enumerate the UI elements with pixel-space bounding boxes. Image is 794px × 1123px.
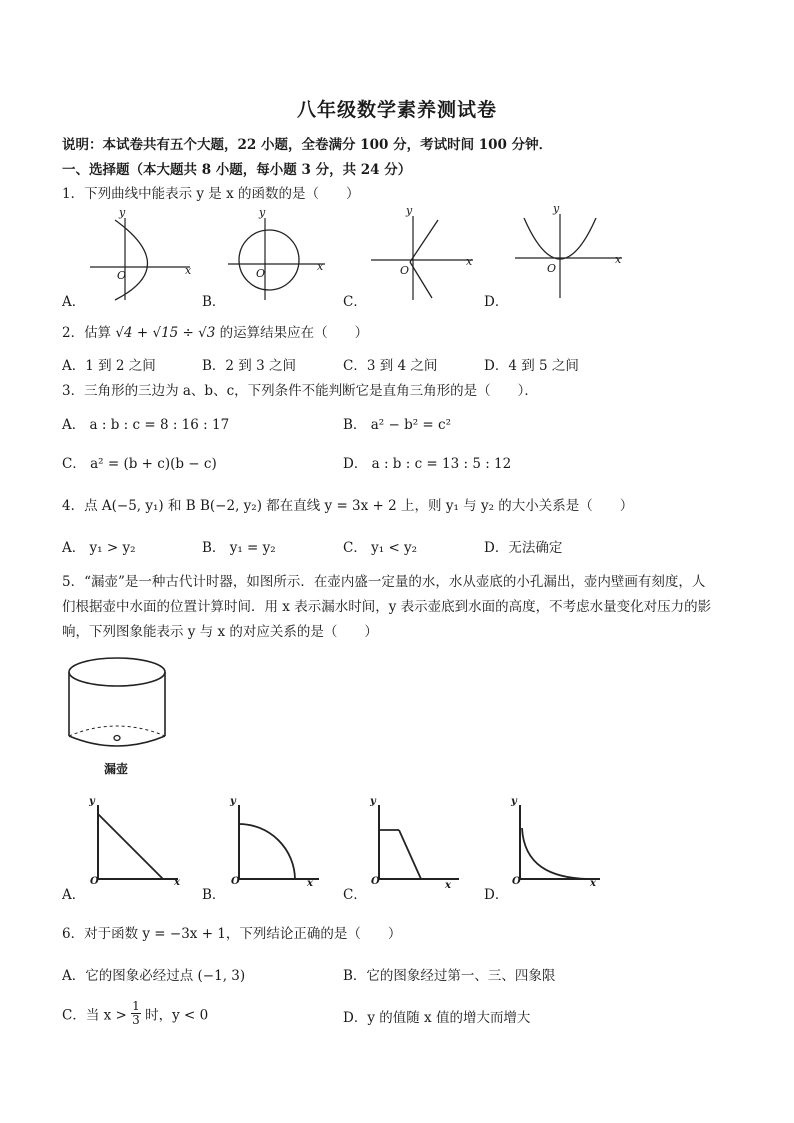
q4-option-d[interactable]: D．无法确定	[484, 540, 563, 556]
q5-graph-b: y x O	[230, 796, 313, 889]
q2-stem: 2．估算 √4 + √15 ÷ √3 的运算结果应在（ ）	[62, 325, 369, 341]
hole-icon	[114, 736, 120, 741]
q5-stem-line1: 5．“漏壶”是一种古代计时器，如图所示．在壶内盛一定量的水，水从壶底的小孔漏出，壶内壁画有刻度，人	[62, 574, 706, 590]
q5-stem-line3: 响，下列图象能表示 y 与 x 的对应关系的是（ ）	[62, 624, 378, 640]
q2-expression: √4 + √15 ÷ √3	[115, 325, 216, 341]
q5-graph-a: y x O	[89, 796, 180, 888]
q1-option-a[interactable]: A．	[62, 294, 86, 310]
q2-option-d[interactable]: D．4 到 5 之间	[484, 358, 579, 374]
q1-graph-d: y x O	[512, 210, 627, 302]
q6-stem: 6．对于函数 y = −3x + 1，下列结论正确的是（ ）	[62, 926, 402, 942]
q1-graph-a	[85, 206, 195, 304]
q3-option-c[interactable]: C． a² = (b + c)(b − c)	[62, 456, 217, 472]
q4-option-b[interactable]: B． y₁ = y₂	[202, 540, 276, 556]
q1-graph-b: y x O	[225, 212, 330, 304]
q5-graph-d: y x O	[511, 796, 596, 889]
q5-option-b[interactable]: B．	[202, 887, 226, 903]
q1-stem: 1．下列曲线中能表示 y 是 x 的函数的是（ ）	[62, 186, 360, 202]
q5-option-d[interactable]: D．	[484, 887, 509, 903]
q4-option-c[interactable]: C． y₁ < y₂	[343, 540, 418, 556]
q3-option-a[interactable]: A． a : b : c = 8 : 16 : 17	[62, 417, 230, 433]
origin-label: O	[117, 269, 127, 282]
q4-option-a[interactable]: A． y₁ > y₂	[62, 540, 136, 556]
q3-stem: 3．三角形的三边为 a、b、c，下列条件不能判断它是直角三角形的是（ ）．	[62, 383, 538, 399]
q1-option-d[interactable]: D．	[484, 294, 509, 310]
q6-option-c[interactable]: C．当 x > $\frac{1}{3}$ 时，y < 0	[62, 999, 209, 1027]
q6-option-b[interactable]: B．它的图象经过第一、三、四象限	[343, 968, 556, 984]
axis-x-label: x	[185, 264, 192, 277]
q3-option-b[interactable]: B． a² − b² = c²	[343, 417, 451, 433]
q5-stem-line2: 们根据壶中水面的位置计算时间．用 x 表示漏水时间，y 表示壶底到水面的高度，不考虑水量变化对压力的影	[62, 599, 712, 615]
fraction-one-third: $\frac{1}{3}$	[132, 999, 140, 1027]
q5-graph-c: y x O	[370, 796, 451, 891]
q1-graph-c: y x O	[368, 212, 478, 304]
instructions: 说明：本试卷共有五个大题，22 小题，全卷满分 100 分，考试时间 100 分钟．	[62, 137, 553, 153]
q6-option-a[interactable]: A．它的图象必经过点 (−1, 3)	[62, 968, 246, 984]
page-title: 八年级数学素养测试卷	[296, 99, 497, 121]
q5-option-c[interactable]: C．	[343, 887, 367, 903]
q2-option-c[interactable]: C．3 到 4 之间	[343, 358, 438, 374]
q2-option-a[interactable]: A．1 到 2 之间	[62, 358, 156, 374]
curve	[115, 220, 148, 300]
axis-y-label: y	[119, 206, 126, 219]
q2-option-b[interactable]: B．2 到 3 之间	[202, 358, 296, 374]
q1-option-c[interactable]: C．	[343, 294, 367, 310]
q3-option-d[interactable]: D． a : b : c = 13 : 5 : 12	[343, 456, 512, 472]
figure-caption: 漏壶	[104, 762, 129, 776]
section-1-header: 一、选择题（本大题共 8 小题，每小题 3 分，共 24 分）	[62, 162, 412, 178]
q1-option-b[interactable]: B．	[202, 294, 226, 310]
q5-option-a[interactable]: A．	[62, 887, 86, 903]
q6-option-d[interactable]: D．y 的值随 x 值的增大而增大	[343, 1010, 531, 1026]
q4-stem: 4．点 A(−5, y₁) 和 B B(−2, y₂) 都在直线 y = 3x + 2 上，则 y₁ 与 y₂ 的大小关系是（ ）	[62, 498, 634, 514]
leaky-pot-figure	[64, 652, 174, 757]
